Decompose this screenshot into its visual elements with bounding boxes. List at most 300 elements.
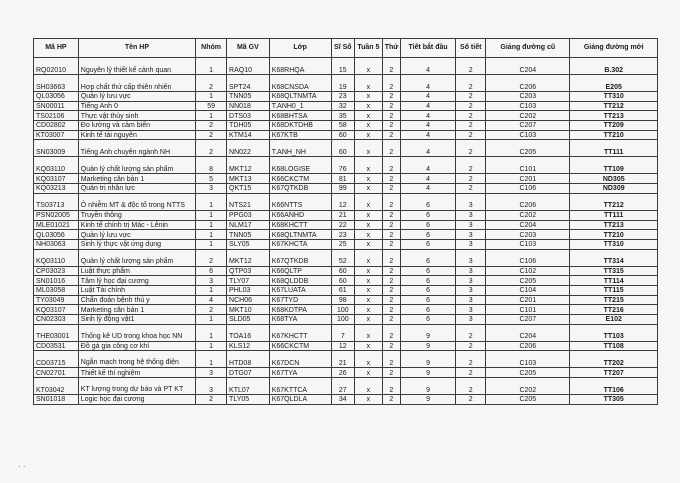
class-code-cell: K68BHTSA: [269, 111, 331, 121]
course-name-cell: Ngắn mạch trong hệ thống điện: [78, 351, 195, 368]
table-row: [34, 111, 658, 121]
course-code-cell: QL03056: [34, 92, 79, 102]
class-size-cell: 15: [331, 58, 354, 75]
class-size-cell: 26: [331, 368, 354, 378]
table-row: [34, 276, 658, 286]
class-code-cell: K67LUATA: [269, 285, 331, 295]
column-header: Giảng đường mới: [570, 39, 658, 58]
course-name-cell: Nguyên lý thiết kế cảnh quan: [78, 58, 195, 75]
old-room-cell: C203: [486, 230, 570, 240]
course-code-cell: TS03713: [34, 193, 79, 210]
start-period-cell: 9: [400, 324, 455, 341]
period-count-cell: 2: [456, 174, 486, 184]
lecturer-code-cell: KTL07: [227, 378, 270, 395]
period-count-cell: 3: [456, 276, 486, 286]
week5-mark-cell: x: [355, 305, 383, 315]
start-period-cell: 4: [400, 184, 455, 194]
weekday-cell: 2: [382, 111, 400, 121]
start-period-cell: 6: [400, 193, 455, 210]
start-period-cell: 6: [400, 220, 455, 230]
week5-mark-cell: x: [355, 378, 383, 395]
table-row: [34, 58, 658, 75]
class-size-cell: 7: [331, 324, 354, 341]
old-room-cell: C206: [486, 341, 570, 351]
week5-mark-cell: x: [355, 239, 383, 249]
period-count-cell: 3: [456, 249, 486, 266]
class-code-cell: K66CKCTM: [269, 341, 331, 351]
column-header: Sĩ Số: [331, 39, 354, 58]
lecturer-code-cell: NCH06: [227, 295, 270, 305]
weekday-cell: 2: [382, 324, 400, 341]
weekday-cell: 2: [382, 220, 400, 230]
new-room-cell: TT109: [570, 157, 658, 174]
lecturer-code-cell: PHL03: [227, 285, 270, 295]
old-room-cell: C102: [486, 266, 570, 276]
column-header: Thứ: [382, 39, 400, 58]
old-room-cell: C203: [486, 92, 570, 102]
lecturer-code-cell: QTP03: [227, 266, 270, 276]
weekday-cell: 2: [382, 230, 400, 240]
old-room-cell: C103: [486, 351, 570, 368]
old-room-cell: C207: [486, 121, 570, 131]
start-period-cell: 9: [400, 341, 455, 351]
class-code-cell: K68QLTNMTA: [269, 230, 331, 240]
lecturer-code-cell: MKT12: [227, 157, 270, 174]
period-count-cell: 2: [456, 324, 486, 341]
table-row: [34, 193, 658, 210]
old-room-cell: C201: [486, 295, 570, 305]
period-count-cell: 3: [456, 230, 486, 240]
course-code-cell: KT03007: [34, 130, 79, 140]
class-size-cell: 27: [331, 378, 354, 395]
week5-mark-cell: x: [355, 92, 383, 102]
weekday-cell: 2: [382, 266, 400, 276]
class-code-cell: K66NTTS: [269, 193, 331, 210]
new-room-cell: E102: [570, 315, 658, 325]
start-period-cell: 6: [400, 276, 455, 286]
class-size-cell: 25: [331, 239, 354, 249]
start-period-cell: 6: [400, 305, 455, 315]
table-row: [34, 395, 658, 405]
start-period-cell: 4: [400, 111, 455, 121]
table-row: [34, 140, 658, 157]
scan-speck: · ·: [18, 462, 26, 471]
week5-mark-cell: x: [355, 140, 383, 157]
class-size-cell: 34: [331, 395, 354, 405]
class-size-cell: 100: [331, 305, 354, 315]
table-row: [34, 157, 658, 174]
new-room-cell: TT106: [570, 378, 658, 395]
old-room-cell: C101: [486, 157, 570, 174]
group-cell: 1: [196, 230, 227, 240]
lecturer-code-cell: DTS03: [227, 111, 270, 121]
new-room-cell: ND309: [570, 184, 658, 194]
period-count-cell: 3: [456, 193, 486, 210]
course-code-cell: CD02802: [34, 121, 79, 131]
lecturer-code-cell: SLY05: [227, 239, 270, 249]
period-count-cell: 2: [456, 92, 486, 102]
week5-mark-cell: x: [355, 184, 383, 194]
course-name-cell: Marketing căn bản 1: [78, 174, 195, 184]
old-room-cell: C104: [486, 285, 570, 295]
old-room-cell: C207: [486, 315, 570, 325]
group-cell: 1: [196, 92, 227, 102]
course-name-cell: Hợp chất thứ cấp thiên nhiên: [78, 75, 195, 92]
table-row: [34, 121, 658, 131]
table-row: [34, 101, 658, 111]
week5-mark-cell: x: [355, 220, 383, 230]
course-name-cell: Luật thực phẩm: [78, 266, 195, 276]
new-room-cell: TT108: [570, 341, 658, 351]
start-period-cell: 6: [400, 249, 455, 266]
group-cell: 1: [196, 193, 227, 210]
week5-mark-cell: x: [355, 101, 383, 111]
lecturer-code-cell: MKT10: [227, 305, 270, 315]
class-size-cell: 21: [331, 351, 354, 368]
course-code-cell: PSN02005: [34, 210, 79, 220]
start-period-cell: 4: [400, 92, 455, 102]
class-code-cell: T.ANH_NH: [269, 140, 331, 157]
new-room-cell: TT207: [570, 368, 658, 378]
group-cell: 3: [196, 276, 227, 286]
course-name-cell: KT lượng trong dự báo và PT KT: [78, 378, 195, 395]
class-code-cell: K67QTKDB: [269, 184, 331, 194]
start-period-cell: 4: [400, 101, 455, 111]
table-row: [34, 210, 658, 220]
group-cell: 3: [196, 368, 227, 378]
week5-mark-cell: x: [355, 210, 383, 220]
week5-mark-cell: x: [355, 368, 383, 378]
week5-mark-cell: x: [355, 193, 383, 210]
period-count-cell: 3: [456, 220, 486, 230]
class-size-cell: 19: [331, 75, 354, 92]
week5-mark-cell: x: [355, 230, 383, 240]
table-row: [34, 184, 658, 194]
period-count-cell: 2: [456, 121, 486, 131]
course-name-cell: Tiếng Anh 0: [78, 101, 195, 111]
new-room-cell: TT114: [570, 276, 658, 286]
course-code-cell: TY03049: [34, 295, 79, 305]
week5-mark-cell: x: [355, 75, 383, 92]
course-code-cell: CD03531: [34, 341, 79, 351]
group-cell: 2: [196, 75, 227, 92]
course-name-cell: Quản lý chất lượng sản phẩm: [78, 249, 195, 266]
weekday-cell: 2: [382, 92, 400, 102]
class-code-cell: K68QLDDB: [269, 276, 331, 286]
lecturer-code-cell: QKT15: [227, 184, 270, 194]
course-name-cell: Truyền thông: [78, 210, 195, 220]
lecturer-code-cell: MKT13: [227, 174, 270, 184]
class-code-cell: K66QLTP: [269, 266, 331, 276]
class-code-cell: K67QTKDB: [269, 249, 331, 266]
period-count-cell: 3: [456, 239, 486, 249]
new-room-cell: TT310: [570, 239, 658, 249]
column-header: Mã GV: [227, 39, 270, 58]
start-period-cell: 9: [400, 395, 455, 405]
lecturer-code-cell: TLY07: [227, 276, 270, 286]
lecturer-code-cell: TNN05: [227, 230, 270, 240]
class-code-cell: K68QLTNMTA: [269, 92, 331, 102]
lecturer-code-cell: TLY05: [227, 395, 270, 405]
new-room-cell: E205: [570, 75, 658, 92]
course-code-cell: CN02701: [34, 368, 79, 378]
new-room-cell: B.302: [570, 58, 658, 75]
group-cell: 8: [196, 157, 227, 174]
start-period-cell: 4: [400, 58, 455, 75]
course-code-cell: TS02106: [34, 111, 79, 121]
old-room-cell: C103: [486, 101, 570, 111]
start-period-cell: 4: [400, 140, 455, 157]
column-header: Tuần 5: [355, 39, 383, 58]
start-period-cell: 6: [400, 315, 455, 325]
new-room-cell: TT111: [570, 140, 658, 157]
weekday-cell: 2: [382, 140, 400, 157]
group-cell: 1: [196, 351, 227, 368]
period-count-cell: 2: [456, 75, 486, 92]
old-room-cell: C204: [486, 324, 570, 341]
group-cell: 2: [196, 140, 227, 157]
week5-mark-cell: x: [355, 315, 383, 325]
new-room-cell: TT305: [570, 395, 658, 405]
table-row: [34, 305, 658, 315]
class-size-cell: 60: [331, 276, 354, 286]
class-code-cell: K67KTB: [269, 130, 331, 140]
table-row: [34, 92, 658, 102]
group-cell: 1: [196, 111, 227, 121]
lecturer-code-cell: NLM17: [227, 220, 270, 230]
old-room-cell: C202: [486, 378, 570, 395]
old-room-cell: C106: [486, 184, 570, 194]
old-room-cell: C205: [486, 140, 570, 157]
group-cell: 2: [196, 395, 227, 405]
weekday-cell: 2: [382, 58, 400, 75]
table-row: [34, 239, 658, 249]
course-code-cell: KQ03107: [34, 305, 79, 315]
column-header: Tên HP: [78, 39, 195, 58]
week5-mark-cell: x: [355, 157, 383, 174]
start-period-cell: 4: [400, 75, 455, 92]
new-room-cell: TT216: [570, 305, 658, 315]
course-name-cell: Sinh lý động vật1: [78, 315, 195, 325]
column-header: Giảng đường cũ: [486, 39, 570, 58]
class-size-cell: 21: [331, 210, 354, 220]
group-cell: 1: [196, 239, 227, 249]
start-period-cell: 4: [400, 121, 455, 131]
group-cell: 2: [196, 305, 227, 315]
table-row: [34, 324, 658, 341]
lecturer-code-cell: KLS12: [227, 341, 270, 351]
course-name-cell: Kinh tế chính trị Mác - Lênin: [78, 220, 195, 230]
table-row: [34, 266, 658, 276]
start-period-cell: 4: [400, 130, 455, 140]
period-count-cell: 3: [456, 285, 486, 295]
course-code-cell: QL03056: [34, 230, 79, 240]
start-period-cell: 4: [400, 157, 455, 174]
old-room-cell: C201: [486, 174, 570, 184]
weekday-cell: 2: [382, 368, 400, 378]
course-code-cell: SN01018: [34, 395, 79, 405]
new-room-cell: TT210: [570, 130, 658, 140]
class-code-cell: K68DKTDHB: [269, 121, 331, 131]
new-room-cell: TT103: [570, 324, 658, 341]
week5-mark-cell: x: [355, 341, 383, 351]
period-count-cell: 2: [456, 111, 486, 121]
weekday-cell: 2: [382, 378, 400, 395]
group-cell: 1: [196, 315, 227, 325]
class-size-cell: 32: [331, 101, 354, 111]
class-code-cell: K67QLDLA: [269, 395, 331, 405]
new-room-cell: TT314: [570, 249, 658, 266]
class-size-cell: 60: [331, 266, 354, 276]
old-room-cell: C206: [486, 75, 570, 92]
old-room-cell: C106: [486, 249, 570, 266]
course-name-cell: Quản trị nhân lực: [78, 184, 195, 194]
new-room-cell: TT212: [570, 193, 658, 210]
course-name-cell: Logic học đại cương: [78, 395, 195, 405]
class-code-cell: K67KHCTA: [269, 239, 331, 249]
class-size-cell: 12: [331, 341, 354, 351]
class-size-cell: 35: [331, 111, 354, 121]
lecturer-code-cell: TOA16: [227, 324, 270, 341]
course-code-cell: CN02303: [34, 315, 79, 325]
course-name-cell: Quản lý chất lượng sản phẩm: [78, 157, 195, 174]
course-name-cell: Ô nhiễm MT & độc tố trong NTTS: [78, 193, 195, 210]
course-name-cell: Đo lường và cảm biến: [78, 121, 195, 131]
weekday-cell: 2: [382, 395, 400, 405]
table-row: [34, 230, 658, 240]
start-period-cell: 9: [400, 351, 455, 368]
lecturer-code-cell: SPT24: [227, 75, 270, 92]
start-period-cell: 4: [400, 174, 455, 184]
table-body: [34, 58, 658, 405]
course-name-cell: Kinh tế tài nguyên: [78, 130, 195, 140]
start-period-cell: 6: [400, 266, 455, 276]
new-room-cell: TT111: [570, 210, 658, 220]
week5-mark-cell: x: [355, 295, 383, 305]
class-code-cell: K67TYA: [269, 368, 331, 378]
weekday-cell: 2: [382, 341, 400, 351]
period-count-cell: 3: [456, 266, 486, 276]
start-period-cell: 6: [400, 210, 455, 220]
class-code-cell: K67KHCTT: [269, 324, 331, 341]
group-cell: 2: [196, 249, 227, 266]
class-code-cell: K67KTTCA: [269, 378, 331, 395]
table-row: [34, 341, 658, 351]
class-size-cell: 81: [331, 174, 354, 184]
old-room-cell: C205: [486, 368, 570, 378]
group-cell: 1: [196, 58, 227, 75]
group-cell: 2: [196, 130, 227, 140]
weekday-cell: 2: [382, 315, 400, 325]
lecturer-code-cell: DTG07: [227, 368, 270, 378]
new-room-cell: TT213: [570, 220, 658, 230]
weekday-cell: 2: [382, 210, 400, 220]
week5-mark-cell: x: [355, 266, 383, 276]
lecturer-code-cell: NN018: [227, 101, 270, 111]
group-cell: 5: [196, 174, 227, 184]
lecturer-code-cell: KTM14: [227, 130, 270, 140]
week5-mark-cell: x: [355, 276, 383, 286]
class-code-cell: K68CNSDA: [269, 75, 331, 92]
schedule-table: [33, 38, 658, 405]
old-room-cell: C204: [486, 220, 570, 230]
course-code-cell: SH03663: [34, 75, 79, 92]
course-code-cell: KQ03110: [34, 157, 79, 174]
lecturer-code-cell: NN022: [227, 140, 270, 157]
period-count-cell: 3: [456, 295, 486, 305]
course-code-cell: CP03023: [34, 266, 79, 276]
period-count-cell: 2: [456, 58, 486, 75]
week5-mark-cell: x: [355, 395, 383, 405]
group-cell: 2: [196, 121, 227, 131]
table-row: [34, 220, 658, 230]
group-cell: 1: [196, 324, 227, 341]
class-code-cell: K68KDTPA: [269, 305, 331, 315]
class-code-cell: K67TYD: [269, 295, 331, 305]
course-code-cell: ML03058: [34, 285, 79, 295]
lecturer-code-cell: HTD08: [227, 351, 270, 368]
class-size-cell: 58: [331, 121, 354, 131]
course-code-cell: SN03009: [34, 140, 79, 157]
weekday-cell: 2: [382, 130, 400, 140]
table-row: [34, 249, 658, 266]
class-size-cell: 60: [331, 130, 354, 140]
lecturer-code-cell: TDH05: [227, 121, 270, 131]
period-count-cell: 3: [456, 305, 486, 315]
week5-mark-cell: x: [355, 351, 383, 368]
weekday-cell: 2: [382, 121, 400, 131]
group-cell: 4: [196, 295, 227, 305]
weekday-cell: 2: [382, 249, 400, 266]
old-room-cell: C202: [486, 111, 570, 121]
class-size-cell: 100: [331, 315, 354, 325]
period-count-cell: 2: [456, 101, 486, 111]
period-count-cell: 2: [456, 341, 486, 351]
column-header: Mã HP: [34, 39, 79, 58]
lecturer-code-cell: MKT12: [227, 249, 270, 266]
weekday-cell: 2: [382, 351, 400, 368]
class-size-cell: 60: [331, 140, 354, 157]
course-name-cell: Thiết kế thí nghiệm: [78, 368, 195, 378]
course-name-cell: Đồ gá gia công cơ khí: [78, 341, 195, 351]
table-row: [34, 315, 658, 325]
table-row: [34, 130, 658, 140]
group-cell: 1: [196, 341, 227, 351]
table-header-row: [34, 39, 658, 58]
course-name-cell: Thực vật thủy sinh: [78, 111, 195, 121]
period-count-cell: 2: [456, 395, 486, 405]
period-count-cell: 2: [456, 157, 486, 174]
course-code-cell: NH03063: [34, 239, 79, 249]
start-period-cell: 9: [400, 378, 455, 395]
weekday-cell: 2: [382, 295, 400, 305]
course-name-cell: Tâm lý học đại cương: [78, 276, 195, 286]
class-size-cell: 23: [331, 92, 354, 102]
period-count-cell: 3: [456, 315, 486, 325]
table-row: [34, 378, 658, 395]
class-size-cell: 23: [331, 230, 354, 240]
start-period-cell: 6: [400, 295, 455, 305]
course-name-cell: Tiếng Anh chuyên ngành NH: [78, 140, 195, 157]
class-size-cell: 61: [331, 285, 354, 295]
new-room-cell: TT202: [570, 351, 658, 368]
course-name-cell: Chẩn đoán bệnh thú y: [78, 295, 195, 305]
old-room-cell: C204: [486, 58, 570, 75]
group-cell: 1: [196, 220, 227, 230]
group-cell: 59: [196, 101, 227, 111]
course-code-cell: RQ02010: [34, 58, 79, 75]
weekday-cell: 2: [382, 157, 400, 174]
